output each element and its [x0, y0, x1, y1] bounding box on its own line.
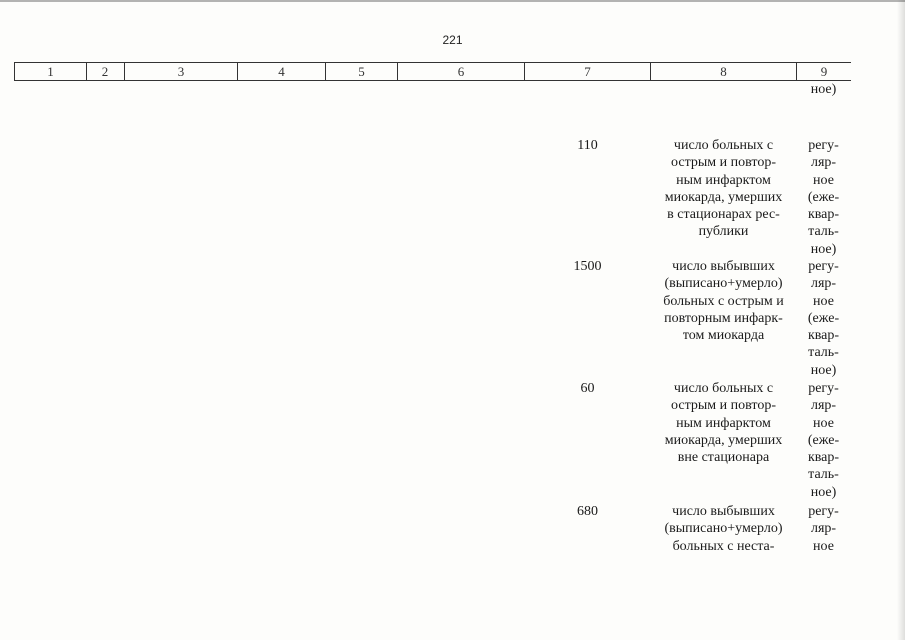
- row-value: 680: [577, 504, 598, 519]
- row-value: 110: [577, 138, 598, 153]
- description-line: число выбывших: [672, 504, 775, 519]
- periodicity-line: квар-: [807, 328, 840, 344]
- description-line: ным инфарктом: [676, 172, 771, 188]
- row-periodicity: [796, 137, 851, 258]
- table-header-row: [14, 62, 851, 81]
- periodicity-line: ное: [813, 172, 834, 188]
- row-description: [651, 503, 796, 555]
- periodicity-line: квар-: [807, 450, 840, 466]
- periodicity-line: ное: [813, 293, 834, 309]
- periodicity-line: ляр-: [810, 155, 837, 171]
- description-line: число больных с: [673, 381, 774, 396]
- periodicity-line: квар-: [807, 207, 840, 223]
- column-header-7: 7: [525, 63, 651, 80]
- periodicity-line: ное): [810, 484, 837, 500]
- page-number: 221: [442, 33, 463, 47]
- periodicity-line: ное: [813, 538, 834, 554]
- row-periodicity: [796, 380, 851, 501]
- periodicity-line: регу-: [808, 259, 839, 274]
- periodicity-line: ное): [810, 241, 837, 257]
- periodicity-line: ляр-: [810, 276, 837, 292]
- description-line: ным инфарктом: [676, 415, 771, 431]
- description-line: острым и повтор-: [671, 155, 776, 171]
- description-line: повторным инфарк-: [664, 310, 783, 326]
- periodicity-line: регу-: [808, 381, 839, 396]
- periodicity-line: таль-: [808, 467, 839, 483]
- periodicity-line: (еже-: [807, 310, 840, 326]
- row-value: 60: [580, 381, 595, 396]
- description-line: (выписано+умерло): [664, 276, 783, 292]
- description-line: (выписано+умерло): [664, 521, 783, 537]
- row-periodicity: [796, 258, 851, 379]
- description-line: острым и повтор-: [671, 398, 776, 414]
- description-line: вне стационара: [677, 450, 770, 466]
- description-line: миокарда, умерших: [664, 189, 783, 205]
- periodicity-line: таль-: [808, 345, 839, 361]
- scan-edge-right: [897, 0, 905, 640]
- column-header-1: 1: [14, 63, 87, 80]
- periodicity-line: регу-: [808, 504, 839, 519]
- periodicity-line: таль-: [808, 224, 839, 240]
- row-description: [651, 137, 796, 241]
- description-line: том миокарда: [682, 328, 765, 344]
- column-header-2: 2: [86, 63, 125, 80]
- periodicity-line: ное: [813, 415, 834, 431]
- column-header-3: 3: [125, 63, 238, 80]
- column-header-4: 4: [238, 63, 326, 80]
- column-header-8: 8: [651, 63, 797, 80]
- periodicity-line: ляр-: [810, 521, 837, 537]
- description-line: больных с острым и: [663, 293, 784, 309]
- column-header-5: 5: [326, 63, 398, 80]
- periodicity-line: (еже-: [807, 189, 840, 205]
- scan-edge-top: [0, 0, 905, 2]
- description-line: в стационарах рес-: [667, 207, 780, 223]
- column-header-6: 6: [398, 63, 525, 80]
- periodicity-line: ляр-: [810, 398, 837, 414]
- description-line: больных с неста-: [672, 538, 775, 554]
- periodicity-line: ное): [810, 362, 837, 378]
- column-header-9: 9: [820, 64, 828, 79]
- description-line: число выбывших: [672, 259, 775, 274]
- description-line: число больных с: [673, 138, 774, 153]
- row-periodicity: [796, 503, 851, 555]
- continuation-text: ное): [810, 82, 837, 97]
- description-line: публики: [698, 224, 749, 240]
- row-description: [651, 258, 796, 344]
- row-description: [651, 380, 796, 466]
- row-value: 1500: [573, 259, 602, 274]
- description-line: миокарда, умерших: [664, 432, 783, 448]
- periodicity-line: регу-: [808, 138, 839, 153]
- periodicity-line: (еже-: [807, 432, 840, 448]
